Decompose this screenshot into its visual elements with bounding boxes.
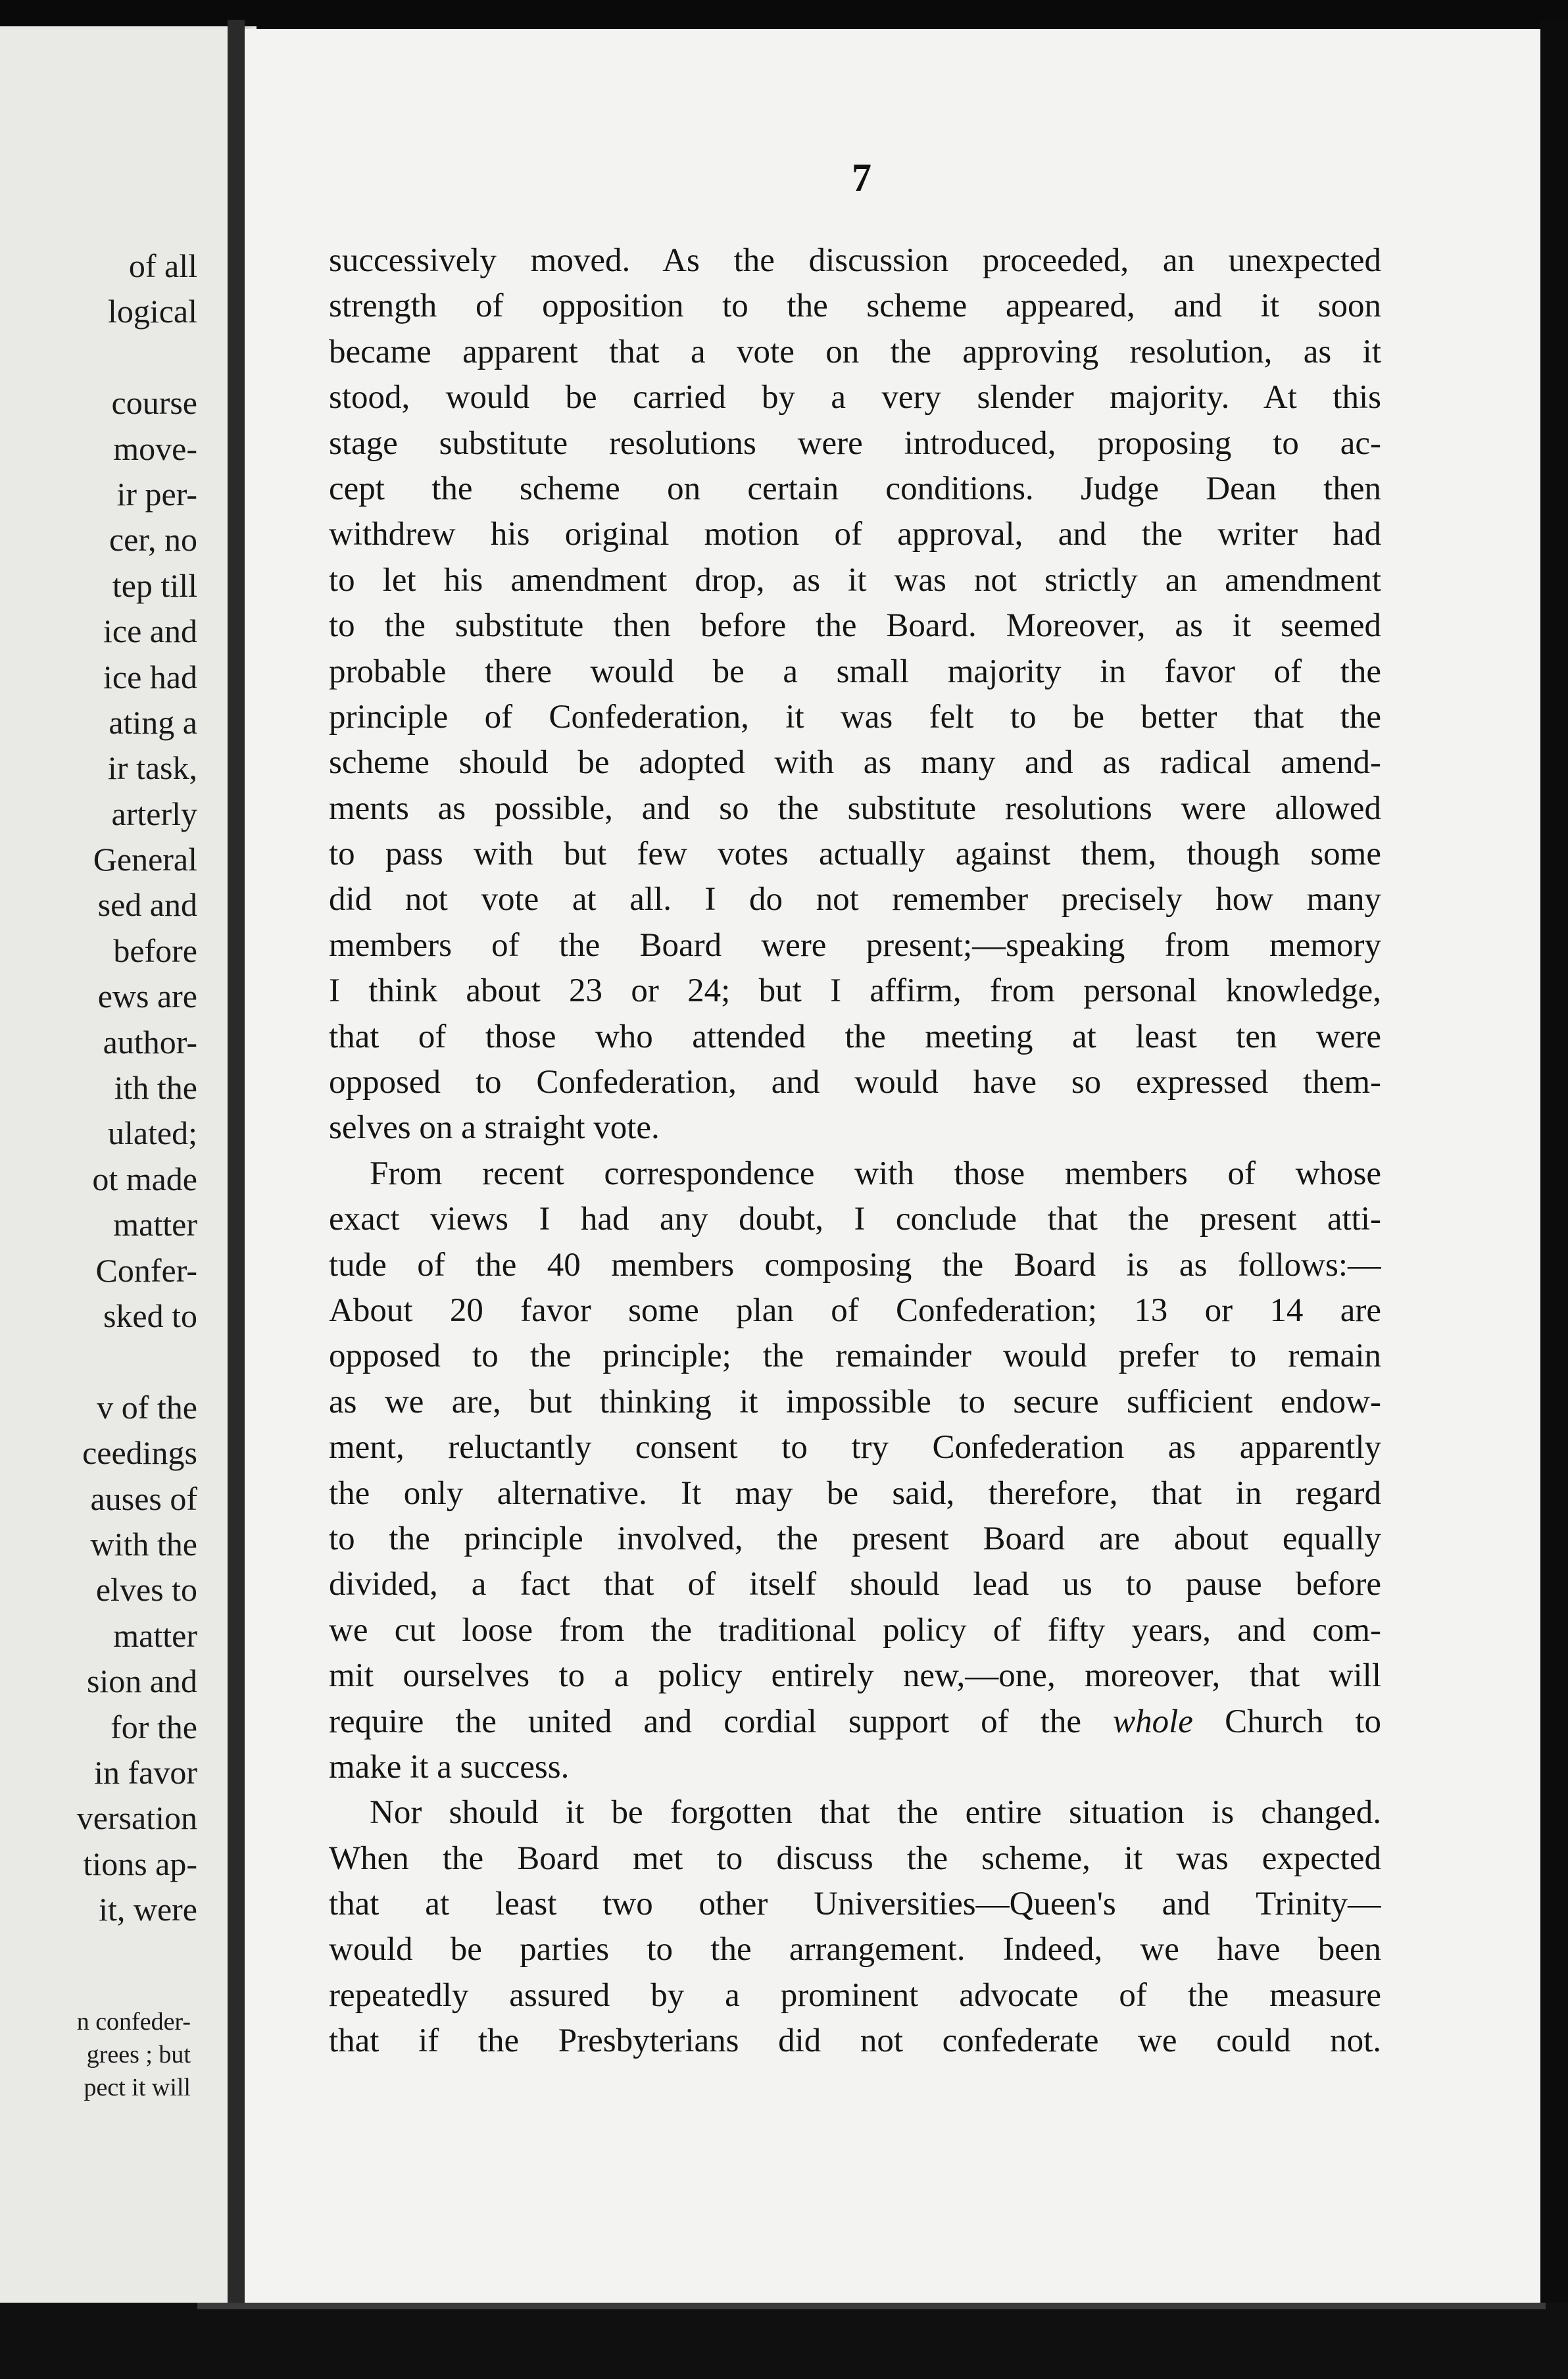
facing-page-line: author- (103, 1023, 197, 1061)
text-line: When the Board met to discuss the scheme, it was expected (329, 1840, 1381, 1877)
book-gutter (228, 20, 245, 2322)
facing-page-line: ice had (103, 658, 197, 695)
facing-page-line: ice and (103, 613, 197, 650)
text-line: to the principle involved, the present Board are about equally (329, 1520, 1381, 1557)
facing-page-line: General (93, 841, 197, 878)
facing-page-line: elves to (95, 1571, 197, 1609)
facing-page-line: v of the (97, 1388, 197, 1426)
text-line: exact views I had any doubt, I conclude that the present atti- (329, 1201, 1381, 1238)
text-line: withdrew his original motion of approval, and the writer had (329, 516, 1381, 553)
text-line: that if the Presbyterians did not confederate we could not. (329, 2022, 1381, 2060)
text-line: probable there would be a small majority in favor of the (329, 653, 1381, 690)
facing-page-line: it, were (99, 1891, 197, 1928)
text-line: we cut loose from the traditional policy of fifty years, and com- (329, 1611, 1381, 1649)
facing-page-line: sion and (86, 1663, 197, 1700)
text-line: principle of Confederation, it was felt to be better that the (329, 698, 1381, 736)
facing-page-line: Confer- (95, 1251, 197, 1289)
text-line: to let his amendment drop, as it was not strictly an amendment (329, 561, 1381, 599)
facing-page-line: logical (107, 293, 197, 330)
scan-right-border (1540, 20, 1568, 2379)
text-line: members of the Board were present;—speaking from memory (329, 926, 1381, 964)
facing-page-footnote (0, 2005, 191, 2104)
text-line: to pass with but few votes actually against them, though some (329, 836, 1381, 873)
facing-page-line: ulated; (107, 1114, 197, 1152)
facing-page-footnote-line: grees ; but (86, 2041, 191, 2068)
text-line: stood, would be carried by a very slender majority. At this (329, 379, 1381, 416)
facing-page-line: move- (113, 430, 197, 467)
facing-page-line: arterly (111, 795, 197, 832)
paragraph (329, 238, 1381, 1151)
facing-page-line: matter (113, 1616, 197, 1654)
facing-page-line: ceedings (82, 1434, 197, 1472)
text-line: ments as possible, and so the substitute resolutions were allowed (329, 789, 1381, 827)
text-line: opposed to the principle; the remainder would prefer to remain (329, 1338, 1381, 1375)
text-line: selves on a straight vote. (329, 1109, 660, 1147)
text-line: require the united and cordial support of the whole Church to (329, 1703, 1381, 1740)
facing-page-footnote-line: pect it will (84, 2074, 191, 2101)
facing-page-line: ith the (114, 1069, 197, 1107)
facing-page-line: ir per- (116, 475, 197, 513)
text-line: strength of opposition to the scheme appeared, and it soon (329, 288, 1381, 325)
page-bottom-edge (197, 2303, 1546, 2309)
text-line: to the substitute then before the Board. Moreover, as it seemed (329, 607, 1381, 645)
text-line: divided, a fact that of itself should lead us to pause before (329, 1566, 1381, 1603)
text-line: that at least two other Universities—Queen's and Trinity— (329, 1886, 1381, 1923)
paragraph (329, 1151, 1381, 1790)
facing-page-line: ating a (109, 703, 197, 741)
text-line: Nor should it be forgotten that the entire situation is changed. (370, 1794, 1381, 1832)
text-line: cept the scheme on certain conditions. Judge Dean then (329, 470, 1381, 507)
facing-page-line: ot made (92, 1160, 197, 1197)
facing-page-line: versation (76, 1799, 197, 1837)
text-line: tude of the 40 members composing the Board is as follows:— (329, 1246, 1381, 1284)
facing-page-line: ir task, (107, 749, 197, 787)
text-line: would be parties to the arrangement. Indeed, we have been (329, 1931, 1381, 1968)
facing-page-line: auses of (90, 1480, 197, 1517)
text-line: ment, reluctantly consent to try Confederation as apparently (329, 1429, 1381, 1466)
body-text (329, 238, 1381, 2065)
facing-page-line: tions ap- (83, 1845, 197, 1882)
text-line: successively moved. As the discussion proceeded, an unexpected (329, 242, 1381, 279)
text-line: About 20 favor some plan of Confederation; 13 or 14 are (329, 1291, 1381, 1329)
facing-page-line: before (113, 932, 197, 969)
facing-page-line: cer, no (109, 521, 197, 559)
facing-page-line (0, 335, 197, 380)
text-line: mit ourselves to a policy entirely new,—one, moreover, that will (329, 1657, 1381, 1695)
facing-page-line: tep till (112, 566, 197, 604)
facing-page-line: matter (113, 1206, 197, 1243)
facing-page-line: course (111, 384, 197, 422)
text-line: From recent correspondence with those members of whose (370, 1155, 1381, 1192)
text-line: the only alternative. It may be said, therefore, that in regard (329, 1474, 1381, 1512)
text-line: make it a success. (329, 1748, 570, 1786)
text-line: I think about 23 or 24; but I affirm, from personal knowledge, (329, 972, 1381, 1010)
facing-page-line: sed and (97, 886, 197, 924)
facing-page-line: of all (128, 247, 197, 284)
facing-page-line: for the (110, 1708, 197, 1745)
page-number: 7 (852, 156, 871, 199)
text-line: opposed to Confederation, and would have so expressed them- (329, 1064, 1381, 1101)
facing-page-line (0, 1339, 197, 1384)
text-line: stage substitute resolutions were introduced, proposing to ac- (329, 424, 1381, 462)
scan-bottom-border (0, 2303, 1568, 2379)
text-line: scheme should be adopted with as many and as radical amend- (329, 744, 1381, 782)
facing-page-line: sked to (103, 1297, 197, 1334)
facing-page-line: ews are (97, 978, 197, 1015)
text-line: became apparent that a vote on the approving resolution, as it (329, 333, 1381, 370)
paragraph (329, 1790, 1381, 2064)
text-line: that of those who attended the meeting at least ten were (329, 1018, 1381, 1055)
facing-page-left (0, 26, 228, 2303)
text-line: as we are, but thinking it impossible to secure sufficient endow- (329, 1383, 1381, 1420)
facing-page-line: in favor (94, 1753, 197, 1791)
text-line: did not vote at all. I do not remember precisely how many (329, 881, 1381, 918)
facing-page-text (0, 243, 197, 1932)
text-line: repeatedly assured by a prominent advocate of the measure (329, 1976, 1381, 2014)
facing-page-line: with the (90, 1525, 197, 1563)
facing-page-footnote-line: n confeder- (76, 2008, 191, 2036)
